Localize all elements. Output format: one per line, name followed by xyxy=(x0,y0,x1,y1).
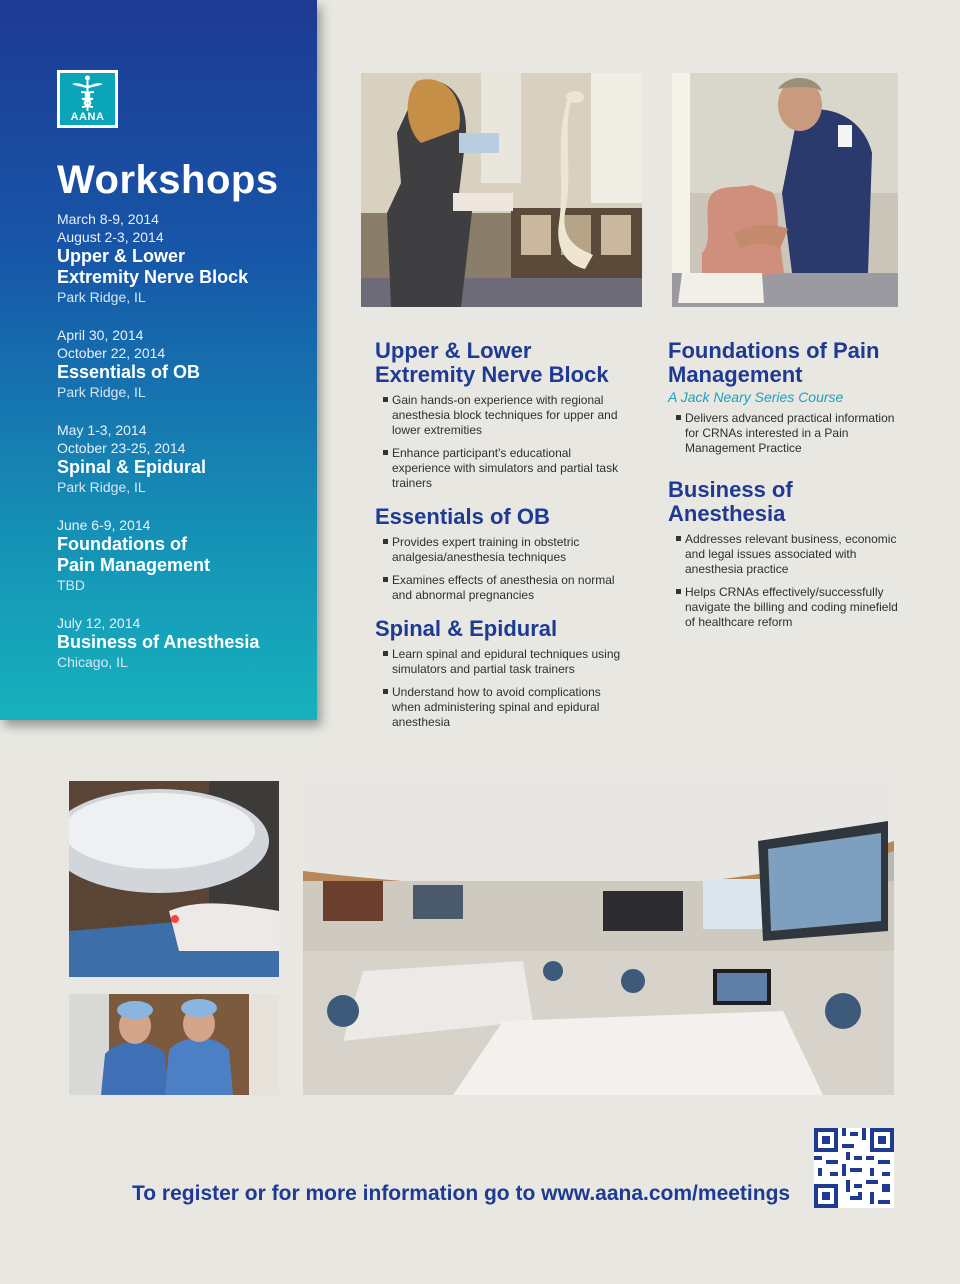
course-bullet: Delivers advanced practical information for CRNAs interested in a Pain Management Practice xyxy=(668,411,908,456)
event-name: Foundations of xyxy=(57,534,187,554)
event-date: October 22, 2014 xyxy=(57,345,166,361)
event-date: June 6-9, 2014 xyxy=(57,517,151,533)
course-bullet: Gain hands-on experience with regional anesthesia block techniques for upper and lower extremities xyxy=(375,393,625,438)
course-essentials-ob xyxy=(375,505,625,603)
event-name: Pain Management xyxy=(57,555,211,575)
event-location: Chicago, IL xyxy=(57,654,128,670)
photo-clinicians xyxy=(69,994,279,1095)
event-name: Business of Anesthesia xyxy=(57,632,260,652)
aana-logo xyxy=(57,70,118,128)
event-name: Upper & Lower xyxy=(57,246,186,266)
course-bullets xyxy=(375,535,625,603)
course-bullet: Addresses relevant business, economic and legal issues associated with anesthesia practice xyxy=(668,532,908,577)
course-title-line: Essentials of OB xyxy=(375,504,550,529)
qr-code xyxy=(814,1128,894,1208)
courses-left-column xyxy=(375,339,625,744)
course-title xyxy=(375,617,625,641)
course-title-line: Extremity Nerve Block xyxy=(375,362,609,387)
event-date: April 30, 2014 xyxy=(57,327,144,343)
course-title-line: Spinal & Epidural xyxy=(375,616,558,641)
course-bullet: Provides expert training in obstetric analgesia/anesthesia techniques xyxy=(375,535,625,565)
course-bullet: Understand how to avoid complications when administering spinal and epidural anesthesia xyxy=(375,685,625,730)
logo-text: AANA xyxy=(70,111,105,123)
event-name: Spinal & Epidural xyxy=(57,457,207,477)
event-list xyxy=(57,210,312,691)
event-essentials-ob xyxy=(57,326,312,401)
course-title xyxy=(668,339,908,387)
event-location: Park Ridge, IL xyxy=(57,479,146,495)
course-title xyxy=(668,478,908,526)
course-title-line: Management xyxy=(668,362,803,387)
course-nerve-block xyxy=(375,339,625,491)
registration-text: To register or for more information go to www.aana.com/meetings xyxy=(132,1182,791,1205)
event-date: July 12, 2014 xyxy=(57,615,141,631)
event-name: Extremity Nerve Block xyxy=(57,267,249,287)
course-bullet: Learn spinal and epidural techniques using simulators and partial task trainers xyxy=(375,647,625,677)
event-location: Park Ridge, IL xyxy=(57,289,146,305)
event-business-anesthesia xyxy=(57,614,312,671)
course-spinal-epidural xyxy=(375,617,625,730)
course-bullets xyxy=(375,393,625,491)
course-bullet: Examines effects of anesthesia on normal and abnormal pregnancies xyxy=(375,573,625,603)
course-title-line: Foundations of Pain xyxy=(668,338,880,363)
event-date: August 2-3, 2014 xyxy=(57,229,164,245)
course-title-line: Upper & Lower xyxy=(375,338,532,363)
course-title-line: Business of Anesthesia xyxy=(668,477,793,526)
course-bullets xyxy=(668,411,908,456)
course-pain-management xyxy=(668,339,908,456)
event-date: October 23-25, 2014 xyxy=(57,440,186,456)
courses-right-column xyxy=(668,339,908,644)
event-nerve-block xyxy=(57,210,312,306)
course-bullets xyxy=(668,532,908,630)
event-date: May 1-3, 2014 xyxy=(57,422,147,438)
page-title: Workshops xyxy=(57,158,279,202)
workshops-sidebar xyxy=(0,0,317,720)
course-bullets xyxy=(375,647,625,730)
event-location: TBD xyxy=(57,577,85,593)
event-date: March 8-9, 2014 xyxy=(57,211,159,227)
course-title xyxy=(375,505,625,529)
course-title xyxy=(375,339,625,387)
course-bullet: Helps CRNAs effectively/successfully navigate the billing and coding minefield of healthcare reform xyxy=(668,585,908,630)
course-subtitle: A Jack Neary Series Course xyxy=(668,389,844,405)
photo-spine-model xyxy=(361,73,642,307)
event-name: Essentials of OB xyxy=(57,362,201,382)
photo-torso-model xyxy=(672,73,898,307)
course-bullet: Enhance participant's educational experience with simulators and partial task trainers xyxy=(375,446,625,491)
photo-simulation-classroom xyxy=(303,781,894,1095)
event-pain-management xyxy=(57,516,312,594)
event-spinal-epidural xyxy=(57,421,312,496)
photo-procedure-closeup xyxy=(69,781,279,977)
course-business-anesthesia xyxy=(668,478,908,630)
event-location: Park Ridge, IL xyxy=(57,384,146,400)
